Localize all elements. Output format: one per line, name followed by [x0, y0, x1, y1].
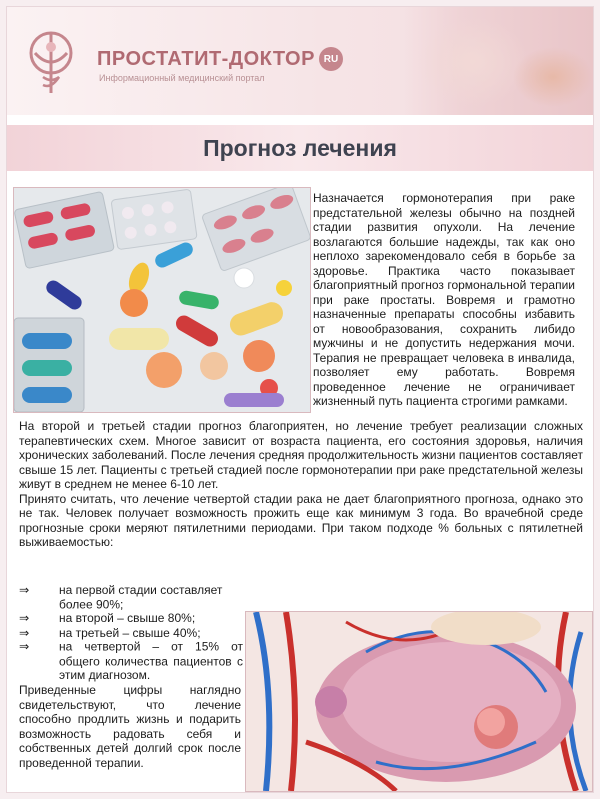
list-item: [19, 640, 243, 683]
stages-text: [19, 419, 583, 550]
intro-text: [313, 191, 575, 409]
page-title: Прогноз лечения: [203, 134, 397, 161]
title-band: [7, 125, 593, 171]
site-header: [7, 7, 593, 115]
list-item: [19, 583, 243, 611]
brand-domain-badge: RU: [319, 47, 343, 71]
logo-icon: [21, 27, 81, 97]
list-item-text: на второй – свыше 80%;: [59, 611, 196, 626]
arrow-icon: ⇒: [19, 611, 30, 626]
stages-paragraph-2: Принято считать, что лечение четвертой стадии рака не дает благоприятного прогноза, однако это не так. Человек получает возможность прожить еще как минимум 3 года. Во врачебной среде прогнозные сроки меряют пятилетними периодами. При таком подходе % больных с пятилетней выживаемостью:: [19, 491, 583, 549]
page-frame: [6, 6, 594, 793]
arrow-icon: ⇒: [19, 639, 30, 654]
list-item-text: на первой стадии составляет более 90%;: [59, 583, 223, 611]
conclusion-text: [19, 683, 241, 770]
arrow-icon: ⇒: [19, 625, 30, 640]
list-item-text: на третьей – свыше 40%;: [59, 625, 201, 640]
list-item-text: на четвертой – от 15% от общего количества пациентов с этим диагнозом.: [59, 639, 243, 682]
brand-tagline: Информационный медицинский портал: [99, 73, 265, 83]
arrow-icon: ⇒: [19, 583, 30, 597]
prostate-illustration: [245, 611, 593, 792]
list-item: [19, 626, 243, 640]
brand[interactable]: [97, 45, 343, 73]
conclusion-paragraph: Приведенные цифры наглядно свидетельствуют, что лечение способно продлить жизнь и подарить возможность радовать себя и собственных детей долгий срок после проведенной терапии.: [19, 683, 241, 770]
list-item: [19, 611, 243, 625]
pills-image: [13, 187, 311, 413]
brand-name: ПРОСТАТИТ-ДОКТОР: [97, 47, 315, 70]
survival-list: [19, 583, 243, 682]
stages-paragraph-1: На второй и третьей стадии прогноз благоприятен, но лечение требует реализации сложных терапевтических схем. Многое зависит от возраста пациента, его состояния здоровья, наличия хронических заболеваний. После лечения средняя продолжительность жизни пациентов составляет свыше 15 лет. Пациенты с третьей стадией после гормонотерапии при раке предстательной железы живут в среднем не менее 6-10 лет.: [19, 419, 583, 491]
header-photo: [403, 7, 593, 115]
intro-paragraph: Назначается гормонотерапия при раке предстательной железы обычно на поздней стадии развития опухоли. На лечение возлагаются большие надежды, так как оно неплохо зарекомендовало себя в борьбе за здоровье. Практика часто показывает благоприятный прогноз гормональной терапии при раке простаты. Вовремя и грамотно назначенные препараты способны избавить от новообразования, сохранить либидо мужчины и не допустить недержания мочи. Терапия не превращает человека в инвалида, позволяет ему работать. Вовремя проведенное лечение не ограничивает жизненный путь пациента строгими рамками.: [313, 191, 575, 408]
